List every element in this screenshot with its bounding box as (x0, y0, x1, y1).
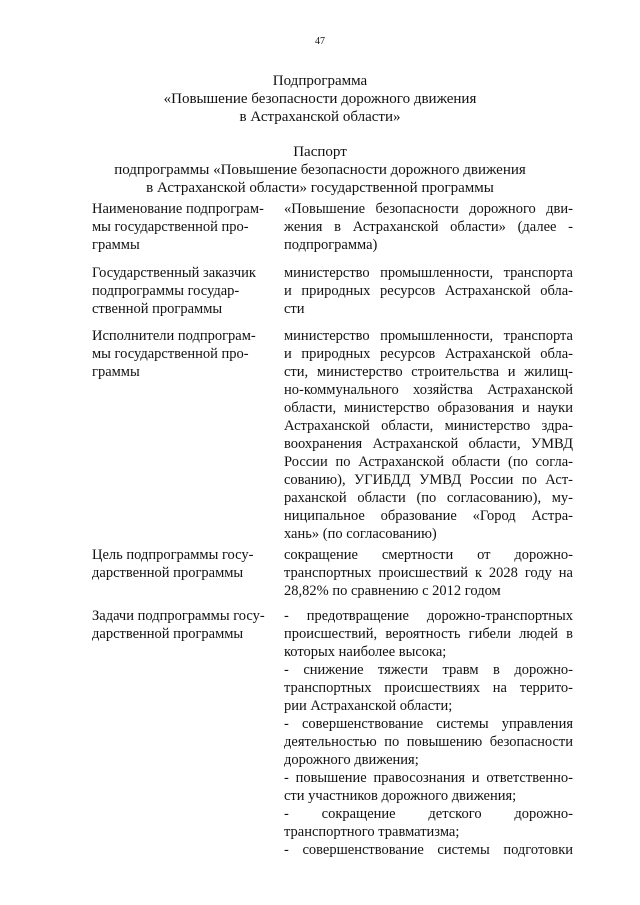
row-label-line: подпрограммы государ- (92, 283, 240, 299)
row-label-line: мы государственной про- (92, 219, 249, 235)
task-line: транспортного травматизма; (284, 824, 460, 840)
row-label (92, 607, 272, 643)
row-value-line: и природных ресурсов Астраханской обла- (284, 346, 573, 362)
row-value-line: министерство промышленности, транспорта (284, 265, 573, 281)
row-label-line: мы государственной про- (92, 346, 249, 362)
task-line: сти участников дорожного движения; (284, 788, 517, 804)
row-value (284, 327, 573, 543)
row-value-line: но-коммунального хозяйства Астраханской (284, 382, 573, 398)
row-value-line: России по Астраханской области (по согла- (284, 454, 573, 470)
task-line: - сокращение детского дорожно- (284, 806, 573, 822)
task-line: рии Астраханской области; (284, 698, 453, 714)
row-value (284, 607, 573, 859)
row-value-line: сти, министерство строительства и жилищ- (284, 364, 573, 380)
row-label-line: Цель подпрограммы госу- (92, 547, 254, 563)
row-value-line: жения в Астраханской области» (далее - (284, 219, 573, 235)
row-value (284, 264, 573, 318)
row-label-line: дарственной программы (92, 565, 244, 581)
task-line: дорожного движения; (284, 752, 419, 768)
row-label-line: Государственный заказчик (92, 265, 256, 281)
task-line: - повышение правосознания и ответственно- (284, 770, 573, 786)
row-value-line: воохранения Астраханской области, УМВД (284, 436, 573, 452)
passport-heading (0, 143, 640, 197)
row-value-line: сти (284, 301, 305, 317)
row-label-line: граммы (92, 237, 140, 253)
row-label (92, 327, 272, 381)
row-label-line: граммы (92, 364, 140, 380)
row-value-line: области, министерство образования и науки (284, 400, 573, 416)
task-line: - предотвращение дорожно-транспортных (284, 608, 573, 624)
row-value-line: 28,82% по сравнению с 2012 годом (284, 583, 501, 599)
task-line: - совершенствование системы подготовки (284, 842, 573, 858)
subprogram-heading (0, 72, 640, 126)
task-line: которых наиболее высока; (284, 644, 447, 660)
row-value-line: сокращение смертности от дорожно- (284, 547, 573, 563)
row-label-line: ственной программы (92, 301, 223, 317)
row-label-line: Наименование подпрограм- (92, 201, 264, 217)
row-value-line: сованию), УГИБДД УМВД России по Аст- (284, 472, 573, 488)
row-value-line: ниципальное образование «Город Астра- (284, 508, 573, 524)
subprogram-heading-line: в Астраханской области» (239, 109, 401, 125)
task-line: транспортных происшествиях на террито- (284, 680, 573, 696)
passport-heading-line: Паспорт (293, 144, 347, 160)
row-value (284, 546, 573, 600)
row-label-line: Исполнители подпрограм- (92, 328, 256, 344)
row-label-line: дарственной программы (92, 626, 244, 642)
row-value-line: подпрограмма) (284, 237, 378, 253)
task-line: происшествий, вероятность гибели людей в (284, 626, 573, 642)
row-label (92, 200, 272, 254)
row-value-line: хань» (по согласованию) (284, 526, 437, 542)
row-value-line: министерство промышленности, транспорта (284, 328, 573, 344)
row-value-line: раханской области (по согласованию), му- (284, 490, 573, 506)
row-value-line: Астраханской области, министерство здра- (284, 418, 573, 434)
task-line: - совершенствование системы управления (284, 716, 573, 732)
passport-heading-line: подпрограммы «Повышение безопасности дорожного движения (114, 162, 526, 178)
task-line: - снижение тяжести травм в дорожно- (284, 662, 573, 678)
row-value-line: и природных ресурсов Астраханской обла- (284, 283, 573, 299)
passport-heading-line: в Астраханской области» государственной программы (146, 180, 494, 196)
page-number: 47 (315, 36, 325, 47)
subprogram-heading-line: «Повышение безопасности дорожного движения (163, 91, 477, 107)
row-value-line: «Повышение безопасности дорожного дви- (284, 201, 573, 217)
row-value (284, 200, 573, 254)
task-line: деятельностью по повышению безопасности (284, 734, 573, 750)
row-label (92, 546, 272, 582)
row-label (92, 264, 272, 318)
row-label-line: Задачи подпрограммы госу- (92, 608, 265, 624)
row-value-line: транспортных происшествий к 2028 году на (284, 565, 573, 581)
subprogram-heading-line: Подпрограмма (272, 73, 368, 89)
